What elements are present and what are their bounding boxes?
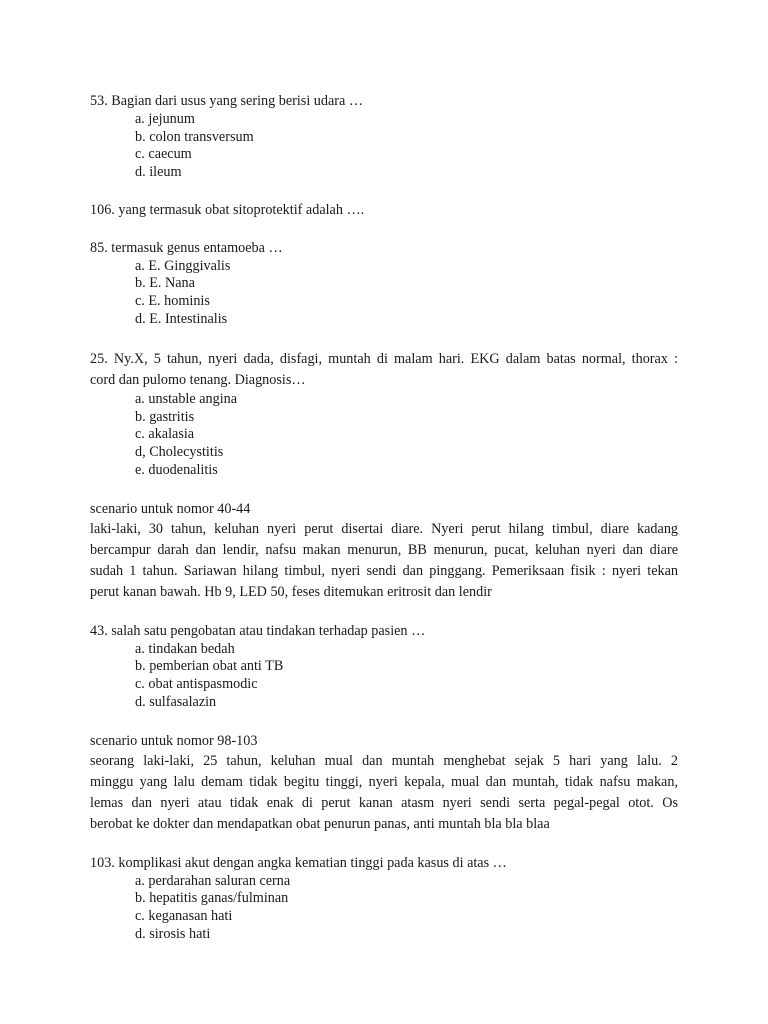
- question-text: 106. yang termasuk obat sitoprotektif adalah ….: [90, 201, 365, 218]
- question-text: 85. termasuk genus entamoeba …: [90, 239, 283, 256]
- option-e: e. duodenalitis: [135, 461, 218, 478]
- question-text-line-2: cord dan pulomo tenang. Diagnosis…: [90, 371, 306, 388]
- option-a: a. perdarahan saluran cerna: [135, 872, 291, 889]
- document-content: [90, 93, 678, 964]
- option-c: c. obat antispasmodic: [135, 676, 258, 693]
- scenario-title: scenario untuk nomor 98-103: [90, 732, 258, 749]
- question-text-line-1: 25. Ny.X, 5 tahun, nyeri dada, disfagi, muntah di malam hari. EKG dalam batas normal, thorax :: [90, 350, 678, 367]
- question-text: 43. salah satu pengobatan atau tindakan terhadap pasien …: [90, 622, 426, 639]
- option-c: c. E. hominis: [135, 293, 210, 310]
- option-b: b. hepatitis ganas/fulminan: [135, 890, 289, 907]
- question-106: [90, 202, 678, 220]
- scenario-line-1: seorang laki-laki, 25 tahun, keluhan mual dan muntah menghebat sejak 5 hari yang lalu. 2: [90, 752, 678, 769]
- scenario-98-103: [90, 732, 678, 835]
- scenario-line-2: minggu yang lalu demam tidak begitu tinggi, nyeri kepala, mual dan muntah, tidak nafsu makan,: [90, 773, 678, 790]
- scenario-line-2: bercampur darah dan lendir, nafsu makan menurun, BB menurun, pucat, keluhan nyeri dan diare: [90, 541, 678, 558]
- scenario-title: scenario untuk nomor 40-44: [90, 500, 251, 517]
- option-d: d. sirosis hati: [135, 925, 211, 942]
- question-25: [90, 349, 678, 480]
- option-c: c. akalasia: [135, 426, 195, 443]
- option-a: a. jejunum: [135, 110, 195, 127]
- option-a: a. unstable angina: [135, 390, 238, 407]
- option-b: b. gastritis: [135, 408, 195, 425]
- option-b: b. E. Nana: [135, 275, 195, 292]
- option-c: c. keganasan hati: [135, 908, 233, 925]
- scenario-line-4: berobat ke dokter dan mendapatkan obat penurun panas, anti muntah bla bla blaa: [90, 815, 550, 832]
- option-d: d, Cholecystitis: [135, 444, 224, 461]
- question-85: [90, 240, 678, 329]
- question-103: [90, 855, 678, 944]
- scenario-line-1: laki-laki, 30 tahun, keluhan nyeri perut disertai diare. Nyeri perut hilang timbul, diare kadang: [90, 520, 678, 537]
- option-a: a. E. Ginggivalis: [135, 257, 231, 274]
- question-43: [90, 623, 678, 712]
- scenario-line-3: sudah 1 tahun. Sariawan hilang timbul, nyeri sendi dan pinggang. Pemeriksaan fisik : nyeri tekan: [90, 562, 678, 579]
- option-c: c. caecum: [135, 146, 192, 163]
- option-b: b. pemberian obat anti TB: [135, 658, 284, 675]
- question-53: [90, 93, 678, 182]
- scenario-40-44: [90, 500, 678, 603]
- option-a: a. tindakan bedah: [135, 640, 235, 657]
- scenario-line-4: perut kanan bawah. Hb 9, LED 50, feses ditemukan eritrosit dan lendir: [90, 583, 492, 600]
- option-d: d. E. Intestinalis: [135, 310, 228, 327]
- scenario-line-3: lemas dan nyeri atau tidak enak di perut kanan atasm nyeri sendi serta pegal-pegal otot. Os: [90, 794, 678, 811]
- option-d: d. sulfasalazin: [135, 693, 217, 710]
- option-b: b. colon transversum: [135, 128, 254, 145]
- option-d: d. ileum: [135, 164, 182, 181]
- question-text: 53. Bagian dari usus yang sering berisi udara …: [90, 93, 364, 109]
- question-text: 103. komplikasi akut dengan angka kematian tinggi pada kasus di atas …: [90, 854, 507, 871]
